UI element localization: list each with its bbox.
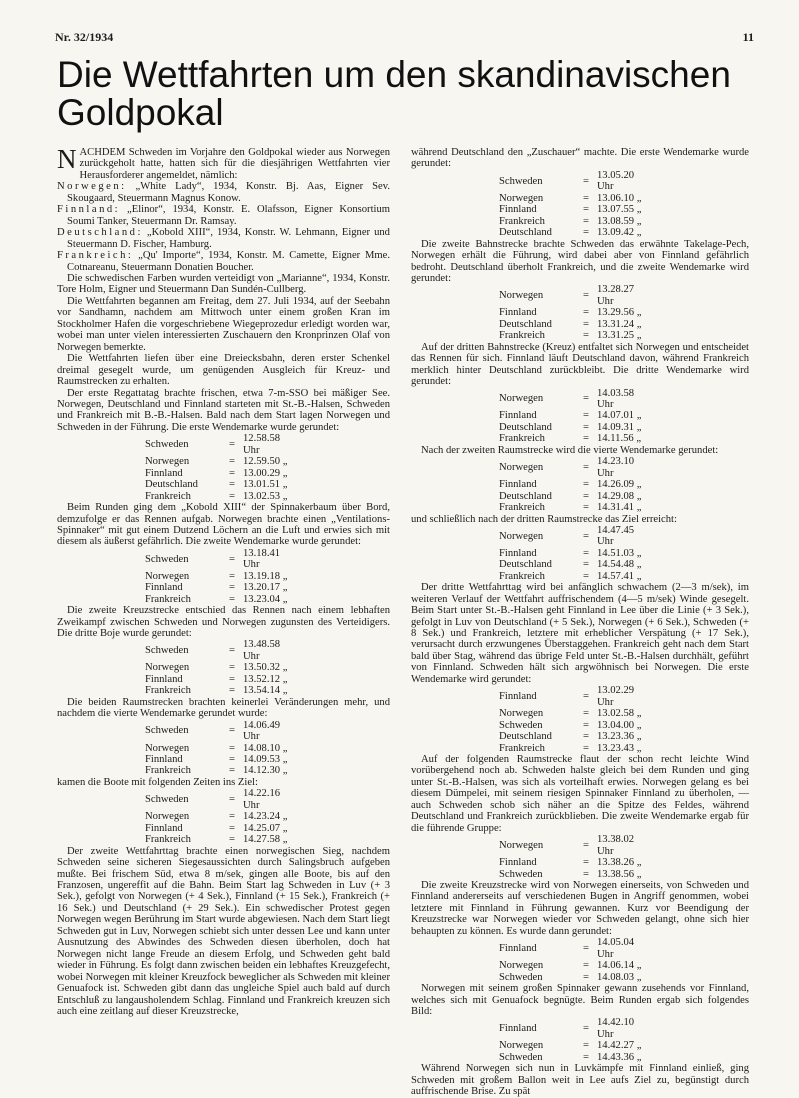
country-cell: Schweden: [145, 725, 189, 737]
country-cell: Norwegen: [145, 570, 190, 582]
country-cell: Frankreich: [499, 215, 545, 227]
country-cell: Schweden: [499, 719, 543, 731]
paragraph: Die zweite Bahnstrecke brachte Schweden das erwähnte Takelage-Pech, Norwegen erhält die Führung, wird dabei aber von Finnland gefährlich bedroht. Deutschland überholt Frankreich, und die zweite Wendemarke wird gerundet:: [411, 238, 749, 284]
results-table: [145, 788, 299, 845]
entry-text: „White Lady“, 1934, Konstr. Bj. Aas, Eigner Sev. Skougaard, Steuermann Magnus Konow.: [67, 181, 390, 204]
entry-frankreich: [57, 250, 390, 273]
time-cell: 13.19.18 „: [243, 570, 288, 582]
time-cell: 13.18.41 Uhr: [243, 547, 281, 571]
results-table: [499, 937, 653, 983]
time-cell: 14.03.58 Uhr: [597, 387, 635, 410]
equals-cell: =: [229, 467, 235, 479]
results-row: [499, 685, 653, 708]
time-cell: 14.08.10 „: [243, 742, 288, 754]
country-cell: Deutschland: [499, 559, 552, 571]
issue-number: Nr. 32/1934: [55, 30, 114, 44]
time-cell: 13.31.24 „: [597, 318, 642, 330]
results-row: [499, 869, 653, 880]
equals-cell: =: [583, 971, 589, 983]
results-row: [499, 193, 653, 204]
paragraph: Der zweite Wettfahrttag brachte einen norwegischen Sieg, nachdem Schweden seine sicheren Siegesaussichten durch Salingsbruch aufgeben mußte. Bei frischem Süd, etwa 8 m/sek, gingen alle Boote, bis auf den Franzosen, ungereffit auf die Bahn. Beim Start lag Schweden in Luv (+ 3 Sek.), gefolgt von Norwegen (+ 4 Sek.), Finnland (+ 15 Sek.), Frankreich (+ 16 Sek.) und Deutschland (+ 29 Sek.). Ein schwedischer Protest gegen Norwegen wegen Berührung im Start wurde abgewiesen. Nach dem Start liegt Schweden gut in Luv, Norwegen schiebt sich unter dessen Lee und kann unter Ausnutzung des Abwindes des Schweden diesen überholen, doch hat Norwegen nicht lange Freude an diesem Erfolg, und Schweden geht bald wieder in Führung. Es folgt dann zwischen beiden ein lebhaftes Kreuzgefecht, wobei Norwegen mit kleiner Kreuzfock beweglicher als Schweden mit kleiner Genuafock ist. Schweden gibt dann das ungleiche Spiel auch bald auf durch Entschluß zu langausholendem Schlag. Finnland und Frankreich kreuzen sich auch eine zeitlang auf dieser Kreuzstrecke,: [57, 845, 390, 1017]
country-cell: Frankreich: [145, 490, 191, 502]
paragraph: Norwegen mit seinem großen Spinnaker gewann zusehends vor Finnland, welches sich mit Genuafock begnügte. Beim Runden ergab sich folgendes Bild:: [411, 983, 749, 1017]
results-table: [145, 720, 299, 777]
time-cell: 13.23.04 „: [243, 593, 288, 605]
equals-cell: =: [583, 857, 589, 869]
equals-cell: =: [583, 570, 589, 582]
country-cell: Schweden: [499, 175, 543, 187]
country-cell: Norwegen: [499, 839, 544, 851]
entry-norwegen: [57, 181, 390, 204]
page-number: 11: [742, 30, 754, 44]
paragraph: Die zweite Kreuzstrecke entschied das Rennen nach einem lebhaften Zweikampf zwischen Schweden und Norwegen zugunsten des Verteidigers. Die dritte Boje wurde gerundet:: [57, 605, 390, 640]
country-cell: Finnland: [499, 691, 537, 703]
country-cell: Frankreich: [145, 685, 191, 697]
time-cell: 13.48.58 Uhr: [243, 639, 281, 662]
equals-cell: =: [229, 490, 235, 502]
paragraph: Der erste Regattatag brachte frischen, etwa 7-m-SSO bei mäßiger See. Norwegen, Deutschland und Finnland starteten mit St.-B.-Halsen, Schweden und Frankreich mit B.-B.-Halsen. Bald nach dem Start lagen Norwegen und Schweden in der Führung. Die erste Wendemarke wurde gerundet:: [57, 387, 390, 433]
equals-cell: =: [229, 794, 235, 806]
paragraph: Die Wettfahrten begannen am Freitag, dem 27. Juli 1934, auf der Seebahn vor Sandhamn, nachdem am Mittwoch unter einem großen Kran im Stockholmer Hafen die vorgeschriebene Wiegeprozedur erledigt worden war, wobei man unter vielen interessierten Zuschauern den Kronprinzen Olaf von Norwegen bemerkte.: [57, 295, 390, 353]
equals-cell: =: [583, 960, 589, 972]
time-cell: 14.06.14 „: [597, 960, 642, 972]
results-row: [499, 937, 653, 960]
results-row: [499, 319, 653, 330]
equals-cell: =: [583, 192, 589, 204]
results-row: [499, 960, 653, 971]
time-cell: 14.27.58 „: [243, 834, 288, 846]
country-cell: Norwegen: [499, 960, 544, 972]
paragraph: während Deutschland den „Zuschauer“ machte. Die erste Wendemarke wurde gerundet:: [411, 147, 749, 170]
country-cell: Frankreich: [499, 742, 545, 754]
paragraph: Der dritte Wettfahrttag wird bei anfänglich schwachem (2—3 m/sek), im weiteren Verlauf der Wettfahrt auffrischendem (4—5 m/sek) Winde gesegelt. Beim Start unter St.-B.-Halsen geht Finnland in Lee über die Linie (+ 3 Sek.), gefolgt in Luv von Deutschland (+ 5 Sek.), Norwegen (+ 6 Sek.), Schweden (+ 8 Sek.) und Frankreich, letztere mit erheblicher Verspätung (+ 17 Sek.), verursacht durch erzwungenes Überstaggehen. Frankreich geht nach dem Start bald über Stag, während das übrige Feld unter St.-B.-Halsen durchhält, geführt von Finnland. Schweden hält sich argwöhnisch bei Norwegen. Die erste Wendemarke wird gerundet:: [411, 582, 749, 685]
equals-cell: =: [583, 410, 589, 422]
time-cell: 13.38.56 „: [597, 868, 642, 880]
country-cell: Finnland: [499, 1023, 537, 1035]
equals-cell: =: [583, 1040, 589, 1052]
time-cell: 14.47.45 Uhr: [597, 524, 635, 548]
time-cell: 14.43.36 „: [597, 1051, 642, 1063]
equals-cell: =: [583, 691, 589, 703]
left-column: [57, 144, 390, 1017]
equals-cell: =: [583, 1051, 589, 1063]
time-cell: 13.23.43 „: [597, 742, 642, 754]
results-row: [145, 685, 299, 696]
equals-cell: =: [583, 719, 589, 731]
time-cell: 14.09.53 „: [243, 754, 288, 766]
equals-cell: =: [583, 421, 589, 433]
time-cell: 14.22.16 Uhr: [243, 788, 281, 811]
time-cell: 14.29.08 „: [597, 490, 642, 502]
country-cell: Finnland: [145, 673, 183, 685]
results-row: [499, 204, 653, 215]
country-cell: Finnland: [145, 754, 183, 766]
results-row: [499, 834, 653, 857]
time-cell: 14.12.30 „: [243, 765, 288, 777]
results-row: [499, 330, 653, 341]
equals-cell: =: [583, 559, 589, 571]
results-row: [499, 422, 653, 433]
results-row: [499, 857, 653, 868]
results-table: [145, 639, 299, 696]
results-table: [499, 388, 653, 445]
country-cell: Deutschland: [499, 490, 552, 502]
country-cell: Finnland: [145, 582, 183, 594]
results-row: [499, 731, 653, 742]
results-table: [145, 433, 299, 502]
equals-cell: =: [583, 731, 589, 743]
country-cell: Frankreich: [499, 330, 545, 342]
equals-cell: =: [229, 742, 235, 754]
equals-cell: =: [583, 318, 589, 330]
paragraph: Die zweite Kreuzstrecke wird von Norwegen einerseits, von Schweden und Finnland andererseits auf verschiedenen Bugen in Angriff genommen, wobei letztere mit Finnland in Führung gewannen. Kurz vor Beendigung der Kreuzstrecke war Norwegen wieder vor Schweden gelangt, ohne sich hier behaupten zu können. Es wurde dann gerundet:: [411, 880, 749, 937]
country-cell: Schweden: [145, 794, 189, 806]
country-cell: Finnland: [499, 547, 537, 559]
time-cell: 13.31.25 „: [597, 330, 642, 342]
time-cell: 13.07.55 „: [597, 204, 642, 216]
time-cell: 14.23.24 „: [243, 811, 288, 823]
results-row: [499, 720, 653, 731]
time-cell: 13.09.42 „: [597, 227, 642, 239]
results-row: [145, 594, 299, 605]
paragraph: Nach der zweiten Raumstrecke wird die vierte Wendemarke gerundet:: [421, 444, 719, 456]
time-cell: 13.23.36 „: [597, 731, 642, 743]
results-row: [499, 410, 653, 421]
equals-cell: =: [583, 307, 589, 319]
results-row: [499, 502, 653, 513]
country-cell: Schweden: [499, 1051, 543, 1063]
paragraph: Auf der folgenden Raumstrecke flaut der schon recht leichte Wind vorübergehend noch ab. Schweden halste gleich bei dem Runden und ging unter St.-B.-Halsen, was sich als vorteilhaft erwies. Norwegen gelang es bei diesem Dümpelei, mit seinem riesigen Spinnaker Finnland zu überholen, — auch Schweden schob sich näher an die Spitze des Feldes, während Deutschland und Frankreich zurückblieben. Die zweite Wendemarke ergab für die führende Gruppe:: [411, 754, 749, 834]
time-cell: 14.42.27 „: [597, 1040, 642, 1052]
country-cell: Norwegen: [499, 708, 544, 720]
time-cell: 14.05.04 Uhr: [597, 937, 635, 960]
paragraph: und schließlich nach der dritten Raumstrecke das Ziel erreicht:: [411, 513, 677, 525]
country-cell: Finnland: [145, 467, 183, 479]
results-row: [145, 743, 299, 754]
time-cell: 14.08.03 „: [597, 971, 642, 983]
equals-cell: =: [229, 725, 235, 737]
country-cell: Norwegen: [499, 192, 544, 204]
results-table: [499, 685, 653, 754]
equals-cell: =: [229, 754, 235, 766]
time-cell: 14.07.01 „: [597, 410, 642, 422]
equals-cell: =: [229, 811, 235, 823]
results-row: [145, 765, 299, 776]
equals-cell: =: [583, 1023, 589, 1035]
equals-cell: =: [229, 765, 235, 777]
intro-paragraph: [57, 144, 390, 181]
time-cell: 14.25.07 „: [243, 822, 288, 834]
equals-cell: =: [583, 330, 589, 342]
country-cell: Deutschland: [499, 318, 552, 330]
time-cell: 12.59.50 „: [243, 456, 288, 468]
country-cell: Schweden: [145, 645, 189, 657]
equals-cell: =: [583, 215, 589, 227]
entry-text: „Qu' Importe“, 1934, Konstr. M. Camette, Eigner Mme. Cotnareanu, Steuermann Donatien Boucher.: [67, 250, 390, 273]
time-cell: 13.38.02 Uhr: [597, 834, 635, 857]
equals-cell: =: [583, 708, 589, 720]
country-cell: Schweden: [145, 439, 189, 451]
equals-cell: =: [583, 839, 589, 851]
entry-text: „Kobold XIII“, 1934, Konstr. W. Lehmann, Eigner und Steuermann D. Fischer, Hamburg.: [67, 227, 390, 250]
results-row: [499, 433, 653, 444]
country-cell: Norwegen: [499, 393, 544, 405]
country-cell: Frankreich: [499, 502, 545, 514]
country-cell: Finnland: [499, 857, 537, 869]
time-cell: 13.50.32 „: [243, 662, 288, 674]
results-row: [499, 1052, 653, 1063]
entry-country: Finnland:: [57, 204, 121, 216]
results-table: [499, 1017, 653, 1063]
time-cell: 14.11.56 „: [597, 433, 642, 445]
time-cell: 13.02.58 „: [597, 708, 642, 720]
time-cell: 13.02.29 Uhr: [597, 685, 635, 708]
results-row: [145, 720, 299, 743]
right-column: [411, 147, 749, 1098]
results-row: [499, 216, 653, 227]
equals-cell: =: [229, 439, 235, 451]
entry-finnland: [57, 204, 390, 227]
equals-cell: =: [229, 673, 235, 685]
results-row: [145, 662, 299, 673]
results-row: [145, 479, 299, 490]
results-row: [145, 582, 299, 593]
country-cell: Frankreich: [499, 433, 545, 445]
results-table: [499, 284, 653, 341]
country-cell: Frankreich: [145, 765, 191, 777]
time-cell: 14.23.10 Uhr: [597, 456, 635, 479]
equals-cell: =: [229, 582, 235, 594]
time-cell: 13.06.10 „: [597, 192, 642, 204]
results-row: [499, 456, 653, 479]
time-cell: 13.29.56 „: [597, 307, 642, 319]
equals-cell: =: [583, 547, 589, 559]
article-title: Die Wettfahrten um den skandinavischen Goldpokal: [57, 54, 731, 133]
time-cell: 14.06.49 Uhr: [243, 719, 281, 743]
results-row: [499, 307, 653, 318]
country-cell: Finnland: [499, 479, 537, 491]
results-row: [145, 754, 299, 765]
results-row: [145, 674, 299, 685]
equals-cell: =: [583, 204, 589, 216]
paragraph: kamen die Boote mit folgenden Zeiten ins Ziel:: [57, 776, 258, 788]
equals-cell: =: [229, 834, 235, 846]
results-row: [499, 170, 653, 193]
country-cell: Schweden: [145, 553, 189, 565]
page-header: [55, 30, 754, 46]
time-cell: 13.08.59 „: [597, 215, 642, 227]
results-table: [499, 525, 653, 582]
results-row: [499, 227, 653, 238]
country-cell: Norwegen: [145, 811, 190, 823]
equals-cell: =: [583, 942, 589, 954]
equals-cell: =: [583, 479, 589, 491]
time-cell: 13.28.27 Uhr: [597, 284, 635, 307]
intro-text: ACHDEM Schweden im Vorjahre den Goldpokal wieder aus Norwegen zurückgeholt hatte, hatten sich für die diesjährigen Wettfahrten vier Herausforderer angemeldet, nämlich:: [79, 147, 390, 181]
results-table: [145, 548, 299, 605]
results-row: [499, 525, 653, 548]
results-row: [145, 639, 299, 662]
time-cell: 13.20.17 „: [243, 582, 288, 594]
equals-cell: =: [229, 645, 235, 657]
country-cell: Norwegen: [145, 742, 190, 754]
equals-cell: =: [583, 393, 589, 405]
time-cell: 14.31.41 „: [597, 502, 642, 514]
paragraph: Auf der dritten Bahnstrecke (Kreuz) entfaltet sich Norwegen und entscheidet das Rennen für sich. Finnland läuft Deutschland davon, während Frankreich merklich hinter Deutschland zurückbleibt. Die dritte Wendemarke wird gerundet:: [411, 341, 749, 388]
equals-cell: =: [229, 822, 235, 834]
results-row: [145, 433, 299, 456]
time-cell: 13.04.00 „: [597, 719, 642, 731]
entry-deutschland: [57, 227, 390, 250]
equals-cell: =: [583, 433, 589, 445]
equals-cell: =: [583, 290, 589, 302]
country-cell: Finnland: [499, 307, 537, 319]
results-row: [145, 491, 299, 502]
paragraph: Die schwedischen Farben wurden verteidigt von „Marianne“, 1934, Konstr. Tore Holm, Eigner und Steuermann Dan Sundén-Cullberg.: [57, 272, 390, 296]
time-cell: 14.26.09 „: [597, 479, 642, 491]
equals-cell: =: [229, 593, 235, 605]
time-cell: 14.57.41 „: [597, 570, 642, 582]
time-cell: 13.54.14 „: [243, 685, 288, 697]
country-cell: Norwegen: [499, 1040, 544, 1052]
country-cell: Deutschland: [499, 731, 552, 743]
country-cell: Norwegen: [499, 530, 544, 542]
time-cell: 14.54.48 „: [597, 559, 642, 571]
results-row: [499, 548, 653, 559]
equals-cell: =: [229, 685, 235, 697]
country-cell: Frankreich: [145, 593, 191, 605]
country-cell: Finnland: [145, 822, 183, 834]
equals-cell: =: [229, 570, 235, 582]
results-row: [499, 388, 653, 411]
country-cell: Norwegen: [145, 662, 190, 674]
country-cell: Finnland: [499, 410, 537, 422]
equals-cell: =: [583, 502, 589, 514]
equals-cell: =: [583, 490, 589, 502]
results-row: [145, 548, 299, 571]
results-row: [499, 708, 653, 719]
entry-country: Deutschland:: [57, 227, 143, 239]
results-row: [145, 788, 299, 811]
country-cell: Frankreich: [145, 834, 191, 846]
country-cell: Norwegen: [499, 461, 544, 473]
country-cell: Norwegen: [499, 290, 544, 302]
entry-country: Frankreich:: [57, 250, 134, 262]
time-cell: 13.52.12 „: [243, 673, 288, 685]
paragraph: Die beiden Raumstrecken brachten keinerlei Veränderungen mehr, und nachdem die vierte Wendemarke gerundet wurde:: [57, 696, 390, 720]
country-cell: Norwegen: [145, 456, 190, 468]
results-row: [499, 479, 653, 490]
results-row: [499, 284, 653, 307]
equals-cell: =: [583, 530, 589, 542]
results-row: [499, 972, 653, 983]
results-row: [145, 456, 299, 467]
equals-cell: =: [583, 227, 589, 239]
country-cell: Finnland: [499, 204, 537, 216]
entry-country: Norwegen:: [57, 181, 127, 193]
country-cell: Finnland: [499, 942, 537, 954]
country-cell: Deutschland: [145, 479, 198, 491]
results-row: [145, 468, 299, 479]
equals-cell: =: [583, 742, 589, 754]
time-cell: 13.01.51 „: [243, 479, 288, 491]
paragraph: Beim Runden ging dem „Kobold XIII“ der Spinnakerbaum über Bord, demzufolge er das Rennen aufgab. Norwegen brachte einen „Ventilations-Spinnaker“ mit gut einem Dutzend Löchern an die Luft und erwies sich mit diesem als äußerst gefährlich. Die zweite Wendemarke wurde gerundet:: [57, 502, 390, 548]
equals-cell: =: [229, 662, 235, 674]
results-table: [499, 170, 653, 239]
time-cell: 13.00.29 „: [243, 467, 288, 479]
results-row: [499, 571, 653, 582]
results-row: [499, 1040, 653, 1051]
results-row: [145, 834, 299, 845]
equals-cell: =: [583, 461, 589, 473]
time-cell: 13.38.26 „: [597, 857, 642, 869]
equals-cell: =: [229, 456, 235, 468]
time-cell: 14.09.31 „: [597, 421, 642, 433]
country-cell: Deutschland: [499, 227, 552, 239]
drop-cap: N: [57, 144, 77, 174]
equals-cell: =: [583, 175, 589, 187]
results-table: [499, 456, 653, 513]
entry-text: „Elinor“, 1934, Konstr. E. Olafsson, Eigner Konsortium Soumi Tanker, Steuermann Dr. Ramsay.: [67, 204, 390, 227]
paragraph: Die Wettfahrten liefen über eine Dreiecksbahn, deren erster Schenkel dreimal gesegelt wurde, um genügenden Ausgleich für Kreuz- und Raumstrecken zu erhalten.: [57, 353, 390, 388]
country-cell: Schweden: [499, 971, 543, 983]
equals-cell: =: [229, 479, 235, 491]
equals-cell: =: [583, 868, 589, 880]
equals-cell: =: [229, 553, 235, 565]
paragraph: Während Norwegen sich nun in Luvkämpfe mit Finnland einließ, ging Schweden mit großem Ballon weit in Lee aufs Ziel zu, begünstigt durch auffrischende Brise. Zu spät: [411, 1063, 749, 1098]
results-table: [499, 834, 653, 880]
results-row: [499, 559, 653, 570]
time-cell: 14.42.10 Uhr: [597, 1017, 635, 1040]
time-cell: 12.58.58 Uhr: [243, 433, 281, 456]
results-row: [145, 811, 299, 822]
results-row: [499, 491, 653, 502]
results-row: [499, 743, 653, 754]
time-cell: 13.02.53 „: [243, 490, 288, 502]
time-cell: 13.05.20 Uhr: [597, 169, 635, 193]
country-cell: Deutschland: [499, 421, 552, 433]
results-row: [145, 571, 299, 582]
country-cell: Schweden: [499, 868, 543, 880]
results-row: [145, 823, 299, 834]
country-cell: Frankreich: [499, 570, 545, 582]
results-row: [499, 1017, 653, 1040]
time-cell: 14.51.03 „: [597, 547, 642, 559]
